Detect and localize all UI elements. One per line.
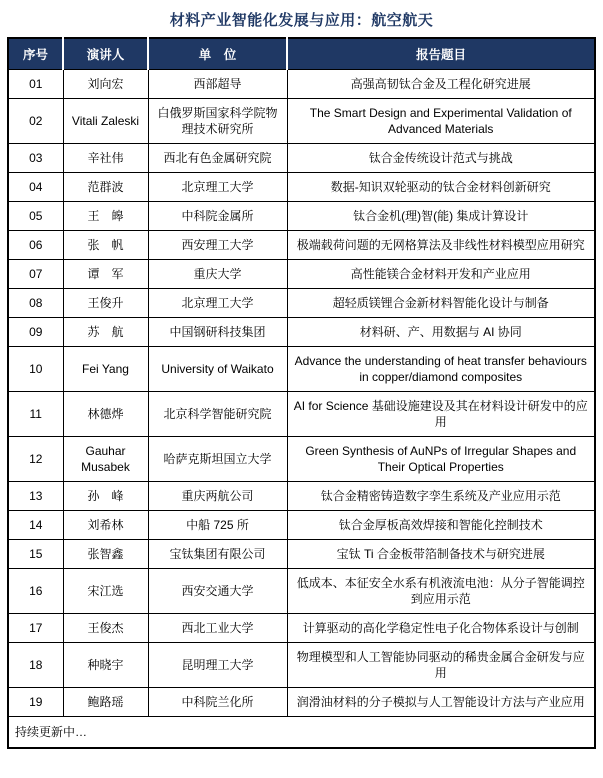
- table-row: [8, 260, 595, 289]
- speaker-name: 林德烨: [63, 392, 148, 437]
- organization: 重庆大学: [148, 260, 287, 289]
- speaker-name: 范群波: [63, 173, 148, 202]
- organization: 哈萨克斯坦国立大学: [148, 437, 287, 482]
- row-number: 16: [8, 569, 63, 614]
- report-title: 钛合金机(理)智(能) 集成计算设计: [287, 202, 595, 231]
- col-header-number: 序号: [8, 38, 63, 70]
- report-title: Green Synthesis of AuNPs of Irregular Shapes and Their Optical Properties: [287, 437, 595, 482]
- table-row: [8, 643, 595, 688]
- table-row: [8, 392, 595, 437]
- table-row: [8, 688, 595, 717]
- speaker-name: 宋江选: [63, 569, 148, 614]
- table-row: [8, 231, 595, 260]
- report-title: 钛合金传统设计范式与挑战: [287, 144, 595, 173]
- table-row: [8, 70, 595, 99]
- report-title: 高性能镁合金材料开发和产业应用: [287, 260, 595, 289]
- row-number: 17: [8, 614, 63, 643]
- report-title: 高强高韧钛合金及工程化研究进展: [287, 70, 595, 99]
- organization: 中国钢研科技集团: [148, 318, 287, 347]
- col-header-speaker: 演讲人: [63, 38, 148, 70]
- organization: 中船 725 所: [148, 511, 287, 540]
- row-number: 18: [8, 643, 63, 688]
- table-row: [8, 347, 595, 392]
- row-number: 02: [8, 99, 63, 144]
- speaker-name: 刘向宏: [63, 70, 148, 99]
- report-title: AI for Science 基础设施建设及其在材料设计研发中的应用: [287, 392, 595, 437]
- organization: 西部超导: [148, 70, 287, 99]
- report-title: 超轻质镁锂合金新材料智能化设计与制备: [287, 289, 595, 318]
- report-title: 钛合金精密铸造数字孪生系统及产业应用示范: [287, 482, 595, 511]
- table-row: [8, 437, 595, 482]
- speaker-name: 王俊杰: [63, 614, 148, 643]
- speaker-name: 孙 峰: [63, 482, 148, 511]
- organization: 北京理工大学: [148, 173, 287, 202]
- table-row: [8, 318, 595, 347]
- speaker-name: 王俊升: [63, 289, 148, 318]
- speaker-name: 苏 航: [63, 318, 148, 347]
- organization: 西安交通大学: [148, 569, 287, 614]
- speaker-name: 王 皞: [63, 202, 148, 231]
- report-title: 钛合金厚板高效焊接和智能化控制技术: [287, 511, 595, 540]
- organization: 昆明理工大学: [148, 643, 287, 688]
- page-title: 材料产业智能化发展与应用：航空航天: [169, 12, 434, 29]
- table-row: [8, 482, 595, 511]
- table-row: [8, 173, 595, 202]
- row-number: 01: [8, 70, 63, 99]
- organization: 中科院兰化所: [148, 688, 287, 717]
- speaker-name: 鲍路瑶: [63, 688, 148, 717]
- report-title: 物理模型和人工智能协同驱动的稀贵金属合金研发与应用: [287, 643, 595, 688]
- report-title: 润滑油材料的分子模拟与人工智能设计方法与产业应用: [287, 688, 595, 717]
- report-title: 低成本、本征安全水系有机液流电池：从分子智能调控到应用示范: [287, 569, 595, 614]
- speaker-name: Gauhar Musabek: [63, 437, 148, 482]
- report-title: 材料研、产、用数据与 AI 协同: [287, 318, 595, 347]
- table-row: [8, 289, 595, 318]
- row-number: 14: [8, 511, 63, 540]
- row-number: 13: [8, 482, 63, 511]
- table-row: [8, 569, 595, 614]
- row-number: 03: [8, 144, 63, 173]
- speaker-name: 谭 军: [63, 260, 148, 289]
- organization: University of Waikato: [148, 347, 287, 392]
- organization: 西安理工大学: [148, 231, 287, 260]
- header-row: [8, 38, 595, 70]
- report-title: 计算驱动的高化学稳定性电子化合物体系设计与创制: [287, 614, 595, 643]
- table-row: [8, 540, 595, 569]
- table-row: [8, 202, 595, 231]
- table-row: [8, 144, 595, 173]
- table-row: [8, 99, 595, 144]
- report-title: 数据-知识双轮驱动的钛合金材料创新研究: [287, 173, 595, 202]
- organization: 西北工业大学: [148, 614, 287, 643]
- col-header-report-title: 报告题目: [287, 38, 595, 70]
- speaker-name: Fei Yang: [63, 347, 148, 392]
- organization: 北京科学智能研究院: [148, 392, 287, 437]
- row-number: 19: [8, 688, 63, 717]
- row-number: 12: [8, 437, 63, 482]
- row-number: 06: [8, 231, 63, 260]
- row-number: 08: [8, 289, 63, 318]
- row-number: 09: [8, 318, 63, 347]
- row-number: 15: [8, 540, 63, 569]
- organization: 北京理工大学: [148, 289, 287, 318]
- footer-row: [8, 717, 595, 749]
- row-number: 05: [8, 202, 63, 231]
- row-number: 07: [8, 260, 63, 289]
- organization: 重庆两航公司: [148, 482, 287, 511]
- report-title: 宝钛 Ti 合金板带箔制备技术与研究进展: [287, 540, 595, 569]
- speaker-name: 刘希林: [63, 511, 148, 540]
- report-title: The Smart Design and Experimental Validation of Advanced Materials: [287, 99, 595, 144]
- organization: 西北有色金属研究院: [148, 144, 287, 173]
- organization: 白俄罗斯国家科学院物理技术研究所: [148, 99, 287, 144]
- speaker-name: Vitali Zaleski: [63, 99, 148, 144]
- report-title: Advance the understanding of heat transfer behaviours in copper/diamond composites: [287, 347, 595, 392]
- table-row: [8, 614, 595, 643]
- row-number: 11: [8, 392, 63, 437]
- speaker-name: 张 帆: [63, 231, 148, 260]
- organization: 中科院金属所: [148, 202, 287, 231]
- organization: 宝钛集团有限公司: [148, 540, 287, 569]
- speaker-name: 辛社伟: [63, 144, 148, 173]
- col-header-organization: 单 位: [148, 38, 287, 70]
- report-title: 极端载荷问题的无网格算法及非线性材料模型应用研究: [287, 231, 595, 260]
- conference-schedule-table: [7, 37, 596, 749]
- speaker-name: 张智鑫: [63, 540, 148, 569]
- row-number: 10: [8, 347, 63, 392]
- table-row: [8, 511, 595, 540]
- footer-note: 持续更新中…: [8, 717, 595, 749]
- row-number: 04: [8, 173, 63, 202]
- speaker-name: 种晓宇: [63, 643, 148, 688]
